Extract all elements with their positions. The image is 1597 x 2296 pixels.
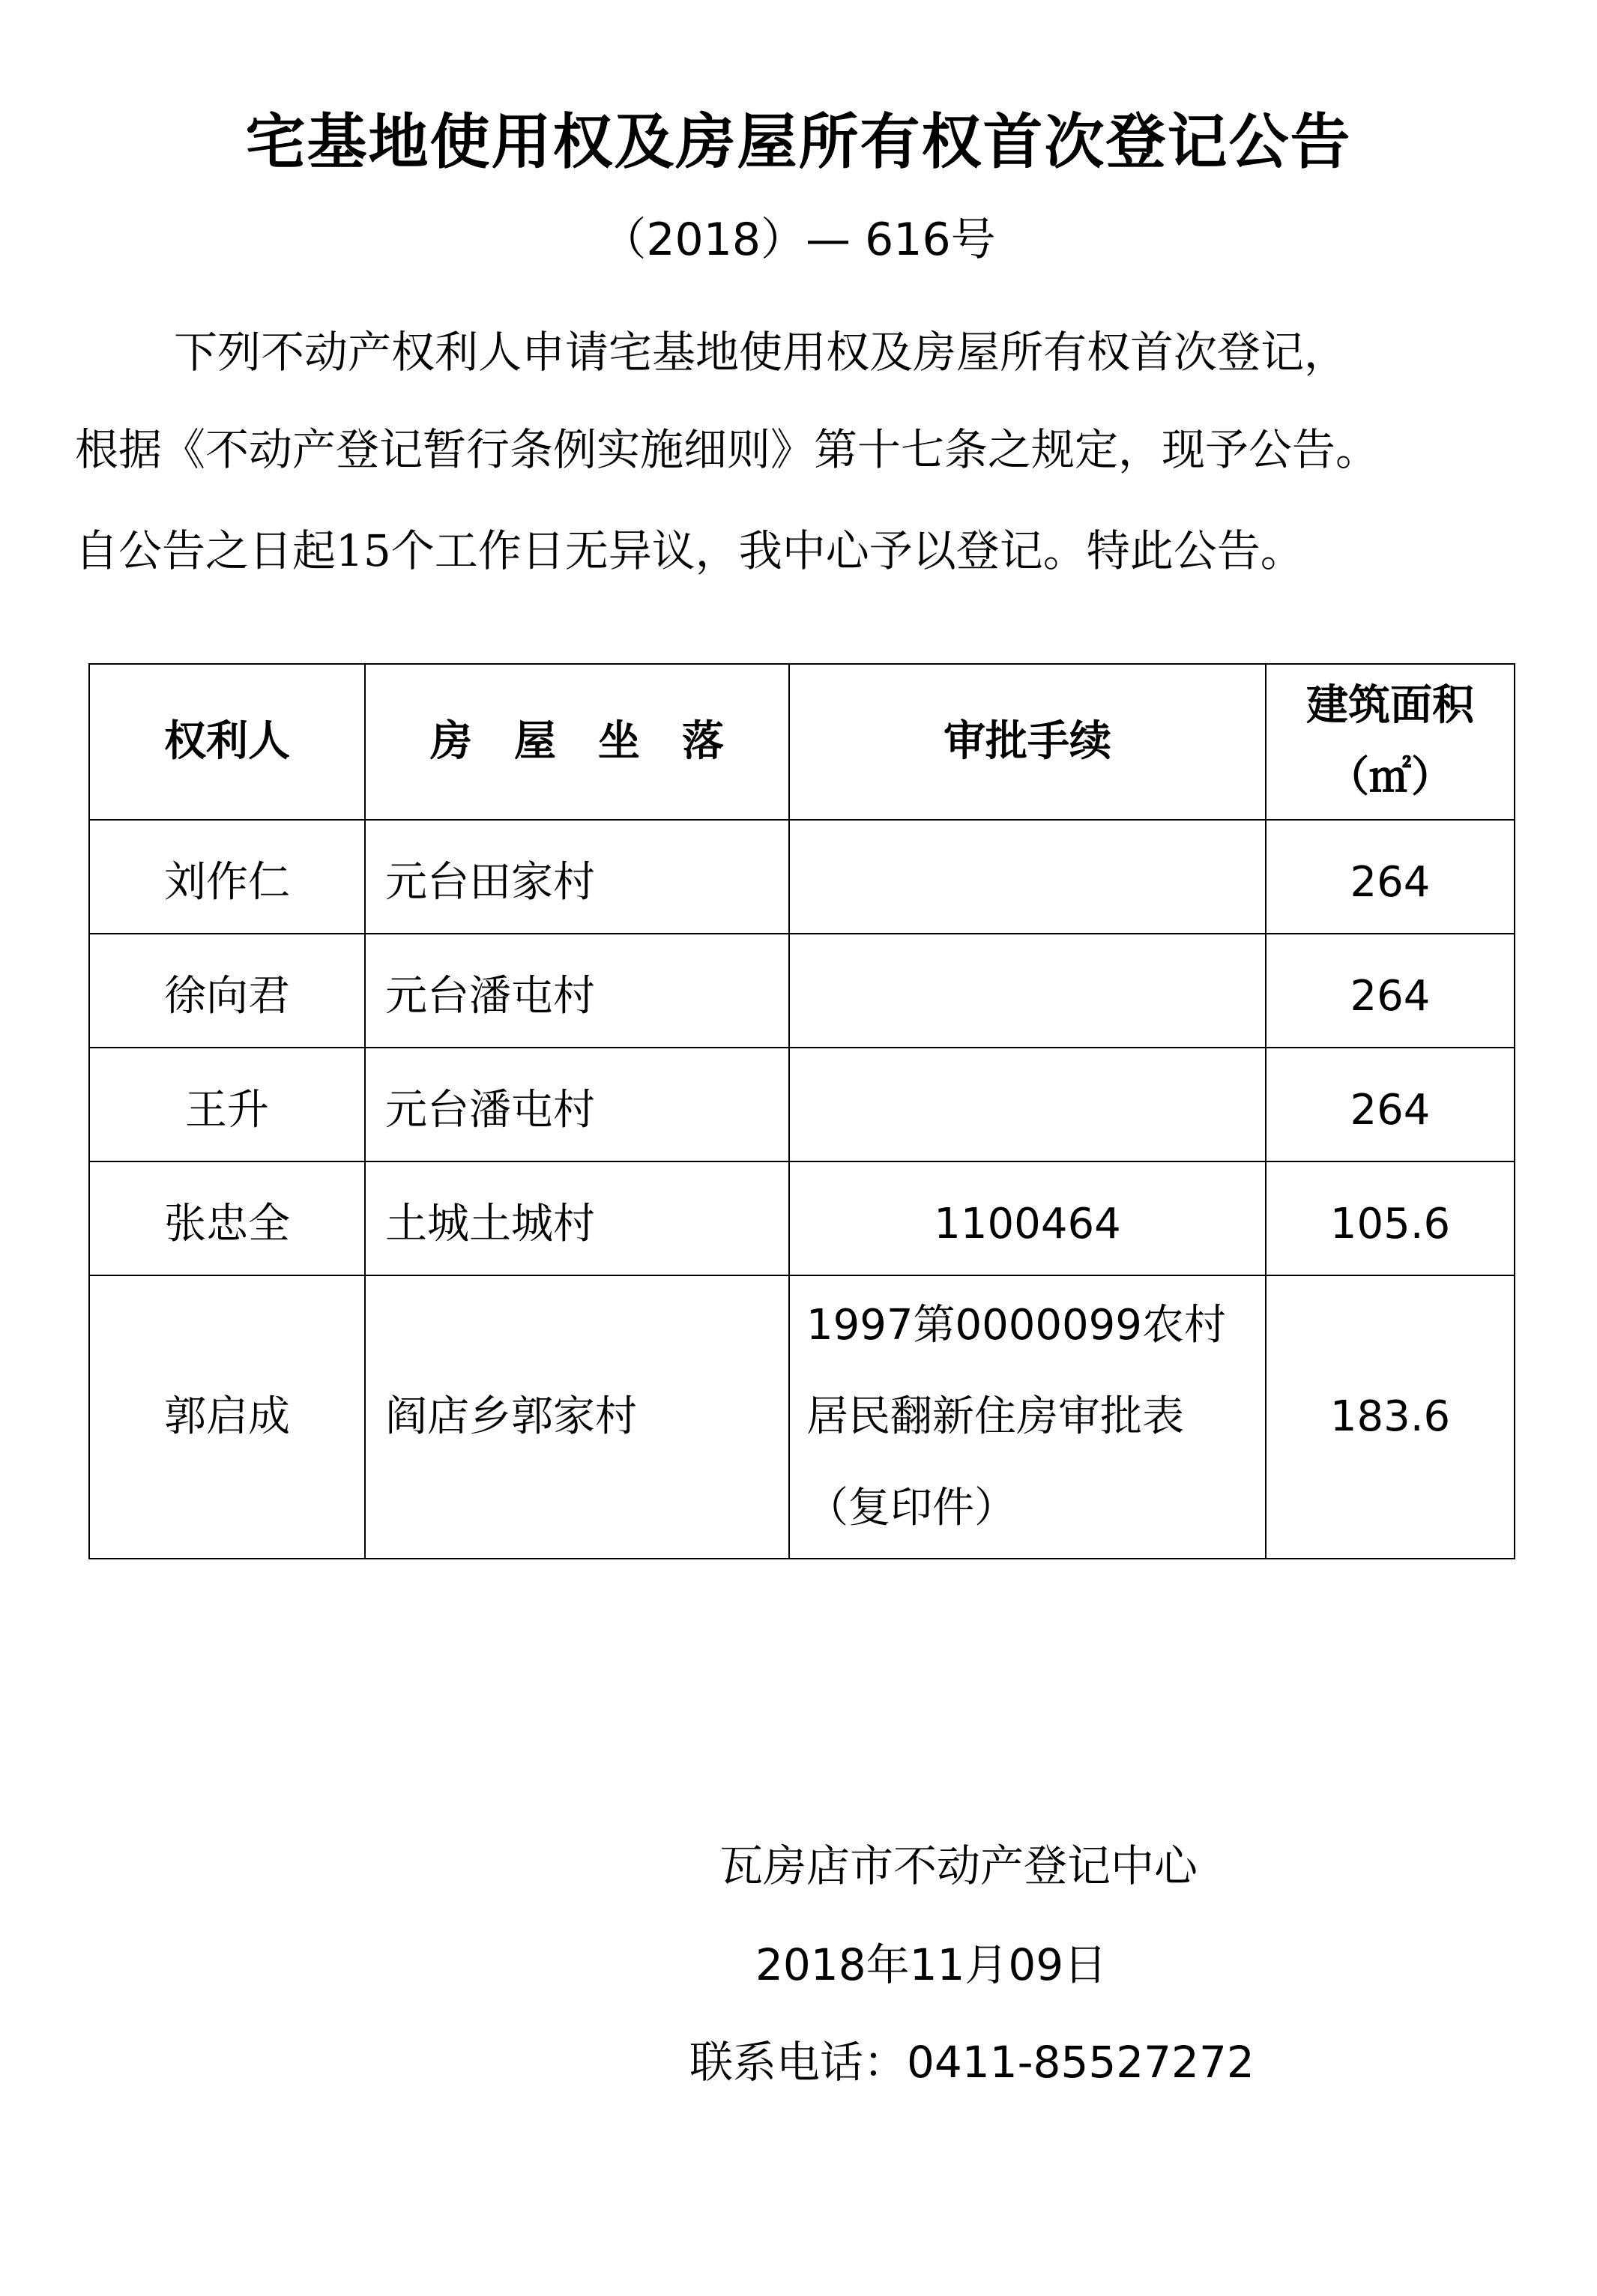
header-approval: 审批手续 (789, 664, 1266, 820)
header-area-unit: （㎡） (1327, 753, 1453, 802)
cell-area: 264 (1266, 820, 1515, 934)
table-row (89, 1275, 1515, 1559)
table-row (89, 934, 1515, 1048)
cell-area: 264 (1266, 1048, 1515, 1161)
cell-holder: 徐向君 (89, 934, 365, 1048)
cell-location: 元台潘屯村 (365, 934, 789, 1048)
cell-approval (789, 820, 1266, 934)
table-header-row (89, 664, 1515, 820)
cell-area: 183.6 (1266, 1275, 1515, 1559)
table-row (89, 1161, 1515, 1275)
cell-approval: 1100464 (789, 1161, 1266, 1275)
table-row (89, 1048, 1515, 1161)
issuing-organization: 瓦房店市不动产登记中心 (719, 1840, 1198, 1891)
cell-approval (789, 1048, 1266, 1161)
contact-phone: 联系电话：0411-85527272 (689, 2037, 1255, 2088)
cell-holder: 张忠全 (89, 1161, 365, 1275)
notice-title: 宅基地使用权及房屋所有权首次登记公告 (245, 107, 1352, 177)
cell-area: 105.6 (1266, 1161, 1515, 1275)
cell-location: 元台潘屯村 (365, 1048, 789, 1161)
notice-paragraph-line-1: 下列不动产权利人申请宅基地使用权及房屋所有权首次登记， (174, 327, 1348, 378)
cell-location: 土城土城村 (365, 1161, 789, 1275)
document-number: （2018）— 616号 (601, 214, 996, 266)
cell-approval (789, 934, 1266, 1048)
cell-area: 264 (1266, 934, 1515, 1048)
notice-paragraph-line-3: 自公告之日起15个工作日无异议，我中心予以登记。特此公告。 (75, 525, 1304, 576)
cell-holder: 刘作仁 (89, 820, 365, 934)
cell-holder: 王升 (89, 1048, 365, 1161)
header-location: 房 屋 坐 落 (365, 664, 789, 820)
table-row (89, 820, 1515, 934)
notice-paragraph-line-2: 根据《不动产登记暂行条例实施细则》第十七条之规定，现予公告。 (75, 424, 1380, 475)
issue-date: 2018年11月09日 (755, 1939, 1108, 1990)
header-holder: 权利人 (89, 664, 365, 820)
registration-table (88, 663, 1515, 1559)
header-area (1266, 664, 1515, 820)
cell-approval: 1997第0000099农村居民翻新住房审批表（复印件） (789, 1275, 1266, 1559)
cell-holder: 郭启成 (89, 1275, 365, 1559)
cell-location: 阎店乡郭家村 (365, 1275, 789, 1559)
header-area-label: 建筑面积 (1306, 681, 1474, 730)
cell-location: 元台田家村 (365, 820, 789, 934)
